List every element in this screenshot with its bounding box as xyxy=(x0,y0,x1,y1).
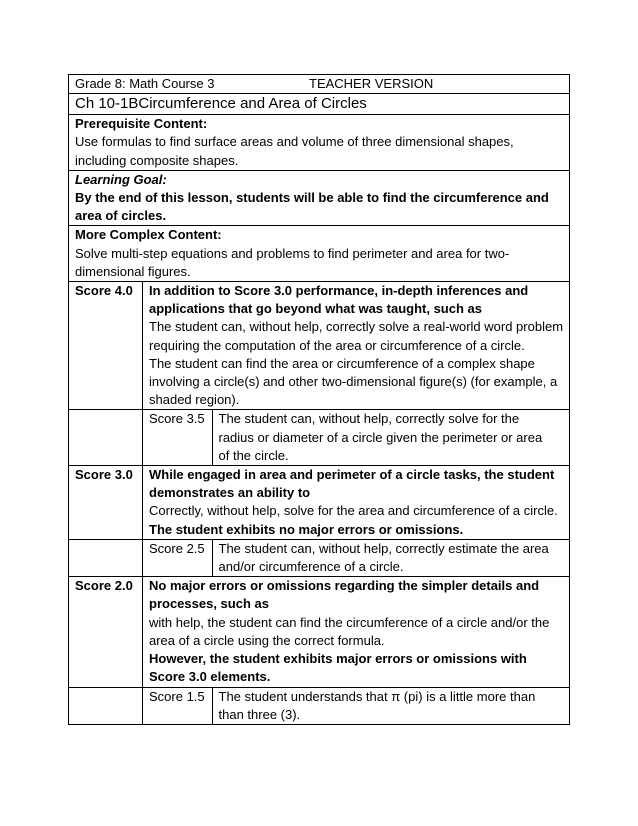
prerequisite-text: Use formulas to find surface areas and volume of three dimensional shapes, including composite shapes. xyxy=(75,134,514,168)
score-3-5-row xyxy=(69,410,570,466)
score-2-bold: No major errors or omissions regarding the simpler details and processes, such as xyxy=(149,578,540,612)
score-2-5-text: The student can, without help, correctly estimate the area and/or circumference of a circle. xyxy=(218,540,549,575)
complex-content-row xyxy=(69,226,570,282)
learning-goal-heading: Learning Goal: xyxy=(75,171,167,187)
title-row xyxy=(69,94,570,115)
score-2-row xyxy=(69,577,570,687)
rubric-document xyxy=(68,74,569,725)
course-label: Grade 8: Math Course 3 xyxy=(75,76,215,91)
complex-content-heading: More Complex Content: xyxy=(75,227,222,243)
learning-goal-row xyxy=(69,170,570,226)
teacher-version-label: TEACHER VERSION xyxy=(309,76,434,91)
rubric-table xyxy=(68,74,570,725)
learning-goal-text: By the end of this lesson, students will be able to find the circumference and area of circles. xyxy=(75,190,549,224)
score-2-bold2: However, the student exhibits major errors or omissions with Score 3.0 elements. xyxy=(149,651,527,685)
prerequisite-row xyxy=(69,115,570,171)
score-1-5-label: Score 1.5 xyxy=(143,688,212,724)
score-2-5-row xyxy=(69,539,570,576)
score-3-5-label: Score 3.5 xyxy=(143,410,212,465)
score-2-5-label: Score 2.5 xyxy=(143,540,212,576)
score-4-p2: The student can find the area or circumference of a complex shape involving a circle(s) and other two-dimensional figure(s) (for example, a shaded region). xyxy=(149,355,558,408)
prerequisite-heading: Prerequisite Content: xyxy=(75,116,208,132)
score-3-5-text: The student can, without help, correctly solve for the radius or diameter of a circle given the perimeter or area of the circle. xyxy=(218,411,543,463)
score-3-bold: While engaged in area and perimeter of a circle tasks, the student demonstrates an ability to xyxy=(149,467,555,501)
score-1-5-text: The student understands that π (pi) is a little more than than three (3). xyxy=(218,688,536,722)
score-4-p1: The student can, without help, correctly solve a real-world word problem requiring the computation of the area or circumference of a circle. xyxy=(149,319,564,353)
score-1-5-row xyxy=(69,687,570,724)
score-3-row xyxy=(69,466,570,540)
score-3-bold2: The student exhibits no major errors or omissions. xyxy=(149,521,464,537)
score-3-label: Score 3.0 xyxy=(69,466,143,540)
score-4-label: Score 4.0 xyxy=(69,282,143,410)
complex-content-text: Solve multi-step equations and problems to find perimeter and area for two-dimensional figures. xyxy=(75,245,510,279)
lesson-title: Ch 10-1BCircumference and Area of Circles xyxy=(75,95,367,113)
score-2-label: Score 2.0 xyxy=(69,577,143,687)
score-2-p1: with help, the student can find the circumference of a circle and/or the area of a circle using the correct formula. xyxy=(149,614,550,648)
score-3-p1: Correctly, without help, solve for the area and circumference of a circle. xyxy=(149,503,558,519)
header-row xyxy=(69,75,570,94)
score-4-row xyxy=(69,282,570,410)
score-4-bold: In addition to Score 3.0 performance, in-depth inferences and applications that go beyond what was taught, such as xyxy=(149,283,529,317)
